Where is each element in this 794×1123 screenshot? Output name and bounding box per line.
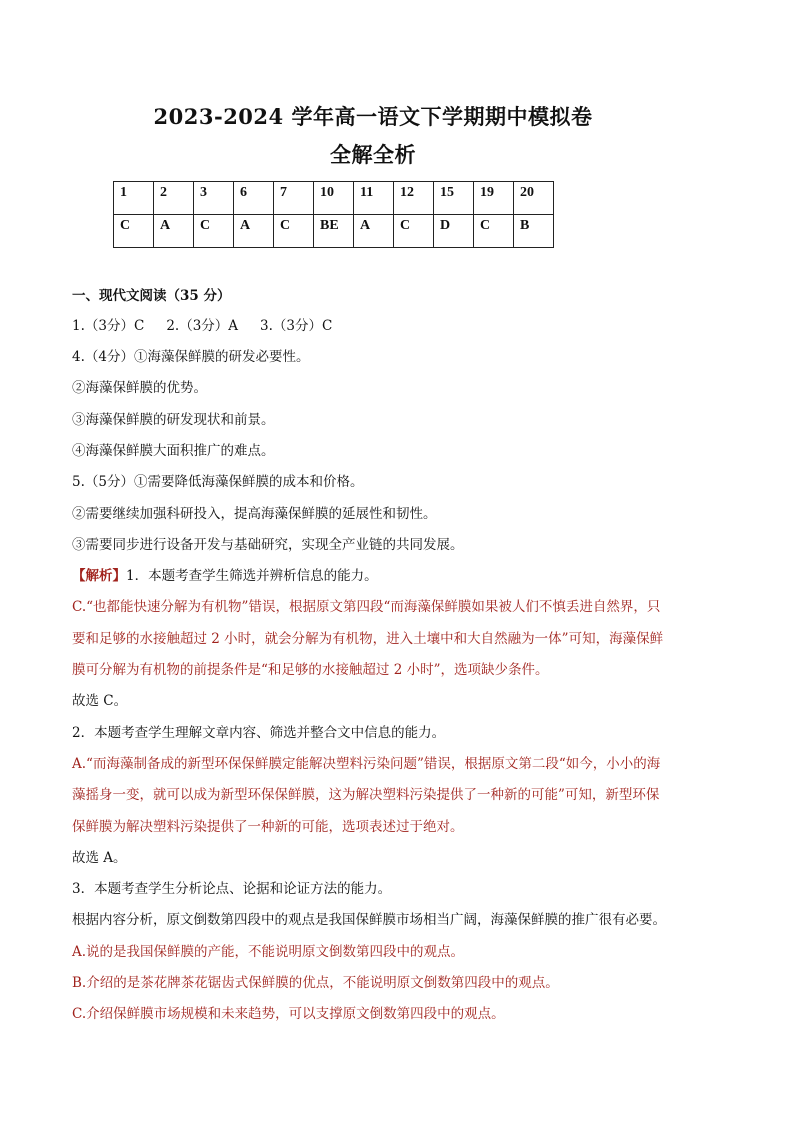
q2-answer: 2.（3分）A [166,318,239,334]
answer-cell: C [394,215,434,248]
answer-cell: C [274,215,314,248]
answer-table-answer-row [114,215,554,248]
analysis-label: 【解析】 [72,568,126,584]
analysis1-title-line [72,567,378,585]
q4-answer-line: 4.（4分）①海藻保鲜膜的研发必要性。 [72,349,310,365]
analysis1-body-line: 膜可分解为有机物的前提条件是“和足够的水接触超过 2 小时”，选项缺少条件。 [72,662,549,678]
question-number-cell: 3 [194,182,234,215]
q4-answer-line: ④海藻保鲜膜大面积推广的难点。 [72,443,275,459]
analysis1-body-line: 要和足够的水接触超过 2 小时，就会分解为有机物，进入土壤中和大自然融为一体”可知，海藻保鲜 [72,631,664,647]
question-number-cell: 6 [234,182,274,215]
q3-answer: 3.（3分）C [260,318,333,334]
answer-cell: C [114,215,154,248]
question-number-cell: 11 [354,182,394,215]
analysis1-body-line: C.“也都能快速分解为有机物”错误，根据原文第四段“而海藻保鲜膜如果被人们不慎丢进自然界，只 [72,599,661,615]
analysis2-body-line: A.“而海藻制备成的新型环保保鲜膜定能解决塑料污染问题”错误，根据原文第二段“如今，小小的海 [72,756,661,772]
analysis2-title: 2．本题考查学生理解文章内容、筛选并整合文中信息的能力。 [72,725,446,741]
analysis3-option: A.说的是我国保鲜膜的产能，不能说明原文倒数第四段中的观点。 [72,944,465,960]
analysis3-title: 3．本题考查学生分析论点、论据和论证方法的能力。 [72,881,392,897]
analysis1-title: 1．本题考查学生筛选并辨析信息的能力。 [126,568,378,584]
answer-table-question-row [114,182,554,215]
page-title: 2023-2024 学年高一语文下学期期中模拟卷 [153,104,593,129]
answer-cell: A [154,215,194,248]
question-number-cell: 7 [274,182,314,215]
answer-cell: C [194,215,234,248]
q5-answer-line: ③需要同步进行设备开发与基础研究，实现全产业链的共同发展。 [72,537,464,553]
answer-cell: C [474,215,514,248]
question-number-cell: 19 [474,182,514,215]
answer-cell: D [434,215,474,248]
question-number-cell: 20 [514,182,554,215]
q5-answer-line: ②需要继续加强科研投入，提高海藻保鲜膜的延展性和韧性。 [72,506,437,522]
analysis3-option: C.介绍保鲜膜市场规模和未来趋势，可以支撑原文倒数第四段中的观点。 [72,1006,505,1022]
answer-table [113,181,554,248]
analysis1-choice: 故选 C。 [72,693,128,709]
q1-answer: 1.（3分）C [72,318,145,334]
analysis3-intro: 根据内容分析，原文倒数第四段中的观点是我国保鲜膜市场相当广阔，海藻保鲜膜的推广很有必要。 [72,912,666,928]
section-heading: 一、现代文阅读（35 分） [72,288,231,304]
q5-answer-line: 5.（5分）①需要降低海藻保鲜膜的成本和价格。 [72,474,364,490]
question-number-cell: 10 [314,182,354,215]
page-subtitle: 全解全析 [330,142,416,167]
analysis2-choice: 故选 A。 [72,850,127,866]
analysis3-option: B.介绍的是茶花牌茶花锯齿式保鲜膜的优点，不能说明原文倒数第四段中的观点。 [72,975,559,991]
question-number-cell: 2 [154,182,194,215]
question-number-cell: 12 [394,182,434,215]
question-number-cell: 15 [434,182,474,215]
analysis2-body-line: 保鲜膜为解决塑料污染提供了一种新的可能，选项表述过于绝对。 [72,819,464,835]
answer-cell: A [354,215,394,248]
answer-cell: A [234,215,274,248]
answer-cell: BE [314,215,354,248]
q4-answer-line: ②海藻保鲜膜的优势。 [72,380,207,396]
analysis2-body-line: 藻摇身一变，就可以成为新型环保保鲜膜，这为解决塑料污染提供了一种新的可能”可知，新型环保 [72,787,660,803]
answer-cell: B [514,215,554,248]
question-number-cell: 1 [114,182,154,215]
mc-answers-line [72,317,332,335]
q4-answer-line: ③海藻保鲜膜的研发现状和前景。 [72,412,275,428]
